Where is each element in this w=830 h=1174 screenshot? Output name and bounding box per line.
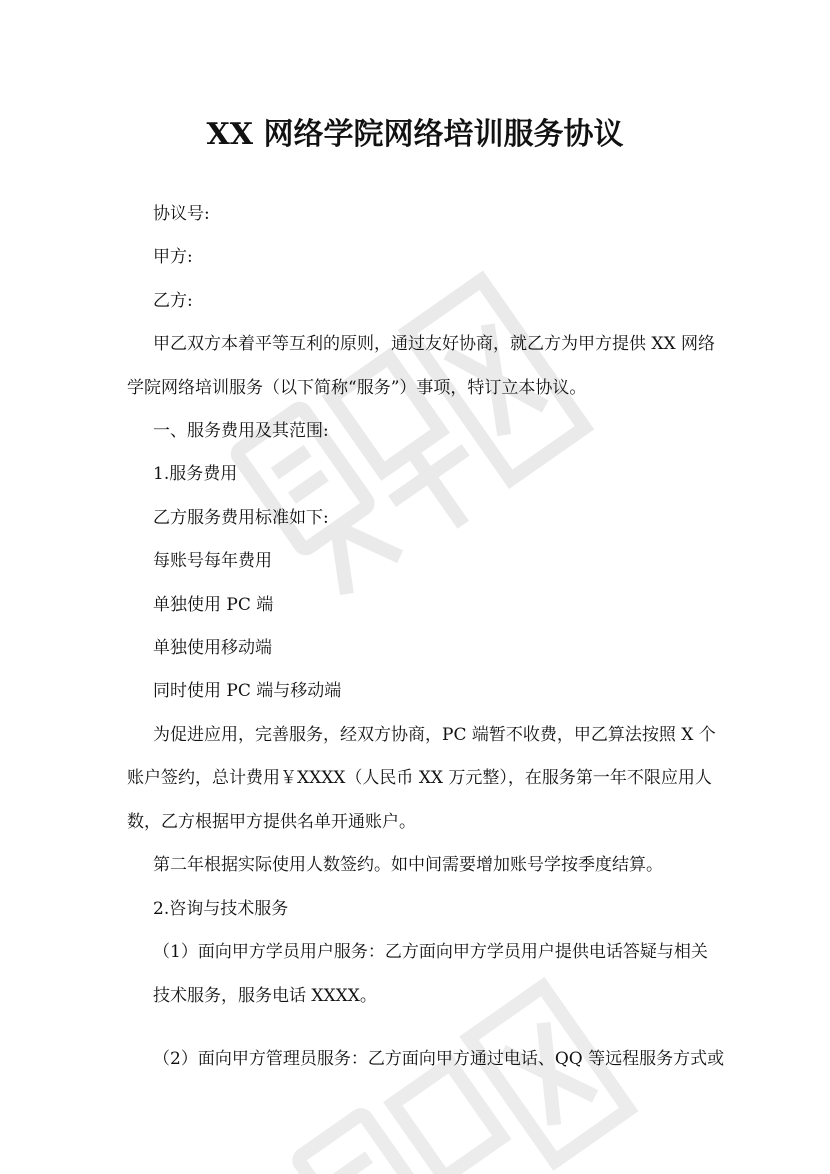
paragraph-line: 甲乙双方本着平等互利的原则，通过友好协商，就乙方为甲方提供 XX 网络	[153, 334, 716, 354]
party-b-line: 乙方:	[153, 291, 193, 311]
party-a-line: 甲方:	[153, 247, 193, 267]
paragraph-line: （2）面向甲方管理员服务：乙方面向甲方通过电话、QQ 等远程服务方式或	[153, 1049, 725, 1069]
paragraph-line: 学院网络培训服务（以下简称“服务”）事项，特订立本协议。	[127, 378, 587, 398]
paragraph-line: （1）面向甲方学员用户服务：乙方面向甲方学员用户提供电话答疑与相关	[153, 942, 708, 962]
paragraph-line: 技术服务，服务电话 XXXX。	[153, 986, 377, 1006]
paragraph-line: 乙方服务费用标准如下:	[153, 508, 329, 528]
fee-item: 同时使用 PC 端与移动端	[153, 681, 342, 701]
fee-item: 每账号每年费用	[153, 551, 272, 571]
paragraph-line: 数，乙方根据甲方提供名单开通账户。	[127, 812, 416, 832]
paragraph-line: 第二年根据实际使用人数签约。如中间需要增加账号学按季度结算。	[153, 855, 663, 875]
fee-item: 单独使用移动端	[153, 638, 272, 658]
paragraph-line: 账户签约，总计费用￥XXXX（人民币 XX 万元整），在服务第一年不限应用人	[127, 768, 712, 788]
paragraph-line: 为促进应用，完善服务，经双方协商，PC 端暂不收费，甲乙算法按照 X 个	[153, 725, 716, 745]
subsection-heading: 1.服务费用	[153, 464, 238, 484]
fee-item: 单独使用 PC 端	[153, 595, 274, 615]
subsection-heading: 2.咨询与技术服务	[153, 899, 289, 919]
document-title: XX 网络学院网络培训服务协议	[206, 117, 624, 152]
section-heading: 一、服务费用及其范围:	[153, 421, 329, 441]
agreement-number-line: 协议号:	[153, 204, 210, 224]
